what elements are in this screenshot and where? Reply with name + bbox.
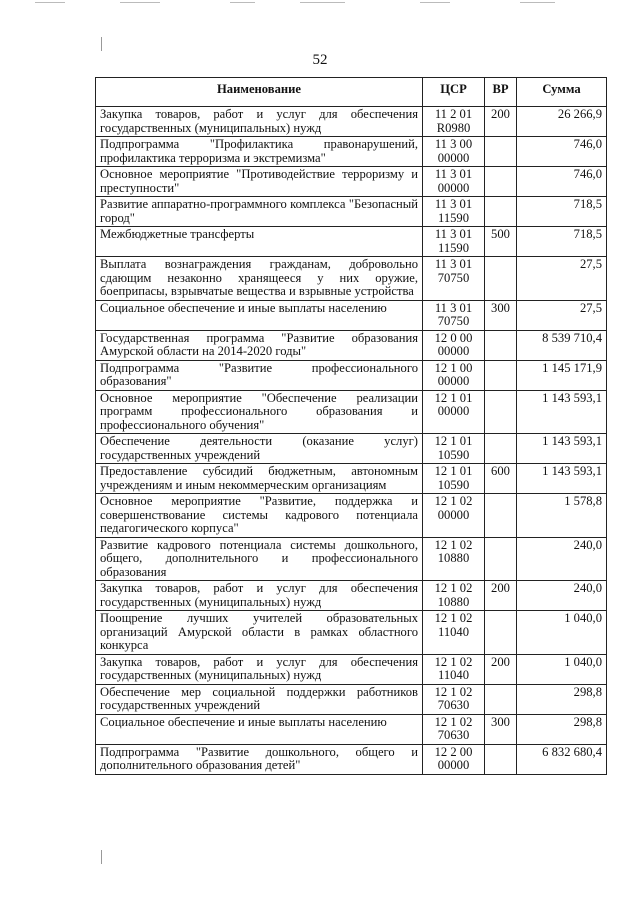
header-csr: ЦСР <box>423 78 485 107</box>
cell-name: Предоставление субсидий бюджетным, автономным учреждениям и иным некоммерческим организациям <box>96 464 423 494</box>
cell-vr <box>485 360 517 390</box>
cell-name: Закупка товаров, работ и услуг для обеспечения государственных (муниципальных) нужд <box>96 581 423 611</box>
cell-name: Социальное обеспечение и иные выплаты населению <box>96 300 423 330</box>
table-row <box>96 330 607 360</box>
table-row <box>96 611 607 655</box>
cell-sum: 1 143 593,1 <box>517 464 607 494</box>
header-sum: Сумма <box>517 78 607 107</box>
cell-sum: 298,8 <box>517 714 607 744</box>
cell-vr: 200 <box>485 654 517 684</box>
scan-top-edge <box>0 0 640 8</box>
table-header-row <box>96 78 607 107</box>
table-row <box>96 300 607 330</box>
cell-vr <box>485 137 517 167</box>
cell-sum: 1 145 171,9 <box>517 360 607 390</box>
cell-sum: 26 266,9 <box>517 107 607 137</box>
table-row <box>96 167 607 197</box>
table-row <box>96 581 607 611</box>
table-row <box>96 537 607 581</box>
cell-sum: 240,0 <box>517 581 607 611</box>
table-row <box>96 684 607 714</box>
table-row <box>96 227 607 257</box>
budget-table <box>95 77 607 775</box>
cell-name: Развитие аппаратно-программного комплекса "Безопасный город" <box>96 197 423 227</box>
cell-vr <box>485 197 517 227</box>
cell-csr: 12 1 00 00000 <box>423 360 485 390</box>
cell-vr <box>485 257 517 301</box>
table-row <box>96 744 607 774</box>
cell-name: Закупка товаров, работ и услуг для обеспечения государственных (муниципальных) нужд <box>96 654 423 684</box>
cell-sum: 1 143 593,1 <box>517 390 607 434</box>
cell-csr: 12 1 02 11040 <box>423 611 485 655</box>
table-row <box>96 434 607 464</box>
cell-csr: 11 2 01 R0980 <box>423 107 485 137</box>
cell-csr: 12 1 02 00000 <box>423 494 485 538</box>
cell-csr: 11 3 01 70750 <box>423 300 485 330</box>
cell-sum: 718,5 <box>517 227 607 257</box>
cell-name: Развитие кадрового потенциала системы дошкольного, общего, дополнительного и профессионального образования <box>96 537 423 581</box>
header-name: Наименование <box>96 78 423 107</box>
table-body <box>96 107 607 775</box>
cell-sum: 1 040,0 <box>517 654 607 684</box>
table-row <box>96 257 607 301</box>
cell-name: Основное мероприятие "Противодействие терроризму и преступности" <box>96 167 423 197</box>
cell-sum: 1 040,0 <box>517 611 607 655</box>
cell-name: Подпрограмма "Развитие профессионального образования" <box>96 360 423 390</box>
cell-sum: 298,8 <box>517 684 607 714</box>
cell-name: Поощрение лучших учителей образовательных организаций Амурской области в рамках областного конкурса <box>96 611 423 655</box>
cell-vr <box>485 537 517 581</box>
cell-vr: 300 <box>485 714 517 744</box>
cell-csr: 11 3 01 11590 <box>423 227 485 257</box>
cell-name: Межбюджетные трансферты <box>96 227 423 257</box>
cell-csr: 12 1 02 10880 <box>423 537 485 581</box>
cell-vr <box>485 167 517 197</box>
cell-name: Подпрограмма "Профилактика правонарушений, профилактика терроризма и экстремизма" <box>96 137 423 167</box>
table-row <box>96 654 607 684</box>
table-row <box>96 197 607 227</box>
cell-name: Основное мероприятие "Развитие, поддержка и совершенствование системы кадрового потенциала педагогического корпуса" <box>96 494 423 538</box>
cell-sum: 746,0 <box>517 167 607 197</box>
cell-csr: 12 1 02 11040 <box>423 654 485 684</box>
table-row <box>96 360 607 390</box>
cell-csr: 12 1 01 10590 <box>423 464 485 494</box>
cell-sum: 240,0 <box>517 537 607 581</box>
page-number: 52 <box>312 52 328 68</box>
cell-csr: 12 0 00 00000 <box>423 330 485 360</box>
margin-mark-bottom <box>101 850 102 864</box>
cell-csr: 12 1 01 10590 <box>423 434 485 464</box>
cell-vr <box>485 611 517 655</box>
cell-csr: 12 1 02 70630 <box>423 714 485 744</box>
header-vr: ВР <box>485 78 517 107</box>
cell-sum: 1 143 593,1 <box>517 434 607 464</box>
cell-csr: 11 3 01 11590 <box>423 197 485 227</box>
cell-vr <box>485 330 517 360</box>
cell-vr: 200 <box>485 107 517 137</box>
cell-vr: 600 <box>485 464 517 494</box>
cell-vr <box>485 434 517 464</box>
cell-sum: 718,5 <box>517 197 607 227</box>
cell-csr: 12 2 00 00000 <box>423 744 485 774</box>
table-row <box>96 137 607 167</box>
cell-name: Государственная программа "Развитие образования Амурской области на 2014-2020 годы" <box>96 330 423 360</box>
cell-csr: 12 1 02 10880 <box>423 581 485 611</box>
cell-vr: 200 <box>485 581 517 611</box>
table-row <box>96 494 607 538</box>
table-row <box>96 464 607 494</box>
cell-sum: 6 832 680,4 <box>517 744 607 774</box>
cell-name: Социальное обеспечение и иные выплаты населению <box>96 714 423 744</box>
cell-name: Подпрограмма "Развитие дошкольного, общего и дополнительного образования детей" <box>96 744 423 774</box>
cell-sum: 1 578,8 <box>517 494 607 538</box>
cell-vr <box>485 684 517 714</box>
table-row <box>96 390 607 434</box>
cell-csr: 11 3 00 00000 <box>423 137 485 167</box>
cell-name: Выплата вознаграждения гражданам, добровольно сдающим незаконно хранящееся у них оружие, боеприпасы, взрывчатые вещества и взрывные устройства <box>96 257 423 301</box>
cell-vr <box>485 744 517 774</box>
cell-name: Обеспечение мер социальной поддержки работников государственных учреждений <box>96 684 423 714</box>
margin-mark-top <box>101 37 102 51</box>
cell-vr <box>485 494 517 538</box>
cell-vr <box>485 390 517 434</box>
cell-sum: 8 539 710,4 <box>517 330 607 360</box>
cell-name: Основное мероприятие "Обеспечение реализации программ профессионального образования и профессионального обучения" <box>96 390 423 434</box>
cell-csr: 11 3 01 00000 <box>423 167 485 197</box>
cell-name: Закупка товаров, работ и услуг для обеспечения государственных (муниципальных) нужд <box>96 107 423 137</box>
cell-csr: 12 1 02 70630 <box>423 684 485 714</box>
table-row <box>96 714 607 744</box>
cell-sum: 27,5 <box>517 300 607 330</box>
cell-name: Обеспечение деятельности (оказание услуг) государственных учреждений <box>96 434 423 464</box>
table-row <box>96 107 607 137</box>
cell-csr: 11 3 01 70750 <box>423 257 485 301</box>
cell-csr: 12 1 01 00000 <box>423 390 485 434</box>
cell-vr: 300 <box>485 300 517 330</box>
cell-sum: 746,0 <box>517 137 607 167</box>
cell-sum: 27,5 <box>517 257 607 301</box>
cell-vr: 500 <box>485 227 517 257</box>
